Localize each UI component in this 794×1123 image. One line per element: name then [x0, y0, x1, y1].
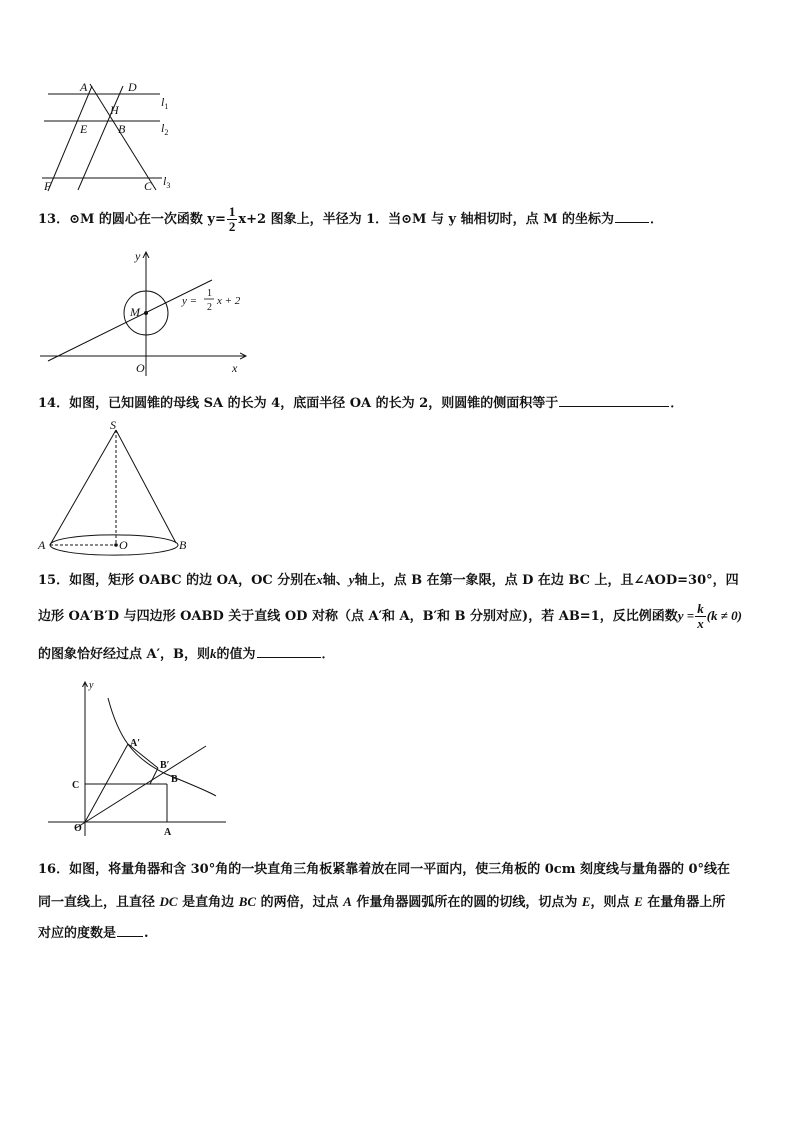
question-15-line-1: 15．如图，矩形 OABC 的边 OA，OC 分别在x轴、y轴上，点 B 在第一象限，点 D 在边 BC 上，且∠AOD=30°，四: [38, 572, 739, 588]
answer-blank-13[interactable]: [615, 221, 649, 223]
label-D: D: [128, 80, 137, 94]
line-equation-tail: x + 2: [217, 295, 241, 307]
point-A-label: A: [38, 538, 46, 552]
origin-label: O: [136, 361, 145, 375]
origin-label: O: [74, 823, 82, 834]
center-O-label: O: [119, 538, 128, 552]
center-M-label: M: [130, 305, 140, 319]
label-F: F: [44, 179, 52, 193]
point-A-prime-label: A′: [130, 738, 141, 749]
question-16-line-1: 16．如图，将量角器和含 30°角的一块直角三角板紧靠着放在同一平面内，使三角板的 0cm 刻度线与量角器的 0°线在: [38, 862, 731, 877]
circle-line-figure: [36, 246, 256, 380]
answer-blank-15[interactable]: [257, 656, 321, 658]
question-13: 13．⊙M 的圆心在一次函数 y= $\frac{1}{2}$ x+2 图象上，半径为 1．当⊙M 与 y 轴相切时，点 M 的坐标为 ．: [38, 204, 664, 234]
question-14: 14．如图，已知圆锥的母线 SA 的长为 4，底面半径 OA 的长为 2，则圆锥的侧面积等于 ．: [38, 396, 684, 411]
parallel-lines-figure: [36, 76, 186, 196]
label-l1: $l_1$: [161, 95, 169, 111]
fraction-one-half: $\frac{1}{2}$: [228, 204, 236, 234]
label-B: B: [118, 122, 126, 136]
axis-y-label: y: [89, 680, 94, 691]
point-C-label: C: [72, 780, 80, 791]
point-A-label: A: [164, 827, 172, 838]
answer-blank-16[interactable]: [117, 935, 143, 937]
fraction-k-over-x: $\frac{k}{x}$: [697, 601, 704, 631]
label-l2: $l_2$: [161, 121, 169, 137]
axis-x-label: x: [232, 361, 238, 375]
line-equation-y: y =: [182, 295, 198, 307]
point-B-label: B: [179, 538, 187, 552]
axis-y-label: y: [135, 249, 141, 263]
question-16-line-3: 对应的度数是 .: [38, 926, 149, 941]
label-A: A: [80, 80, 88, 94]
answer-blank-14[interactable]: [559, 405, 669, 407]
question-16-line-2: 同一直线上，且直径 DC 是直角边 BC 的两倍，过点 A 作量角器圆弧所在的圆的切线，切点为 E，则点 E 在量角器上所: [38, 894, 726, 910]
point-B-prime-label: B′: [160, 760, 170, 771]
apex-S-label: S: [110, 418, 116, 432]
question-15-line-2: 边形 OA′B′D 与四边形 OABD 关于直线 OD 对称（点 A′和 A，B′和 B 分别对应)，若 AB=1，反比例函数y = $\frac{k}{x}$ (k ≠ 0): [38, 601, 742, 631]
label-E: E: [80, 122, 88, 136]
label-l3: $l_3$: [163, 174, 171, 190]
label-C: C: [144, 179, 153, 193]
line-equation-num: 1: [207, 288, 212, 299]
line-equation-den: 2: [207, 302, 212, 313]
label-H: H: [110, 103, 119, 117]
cone-figure: [36, 418, 196, 558]
point-B-label: B: [171, 774, 178, 785]
question-15-line-3: 的图象恰好经过点 A′，B，则k的值为 ．: [38, 646, 335, 662]
rectangle-hyperbola-figure: [40, 676, 240, 842]
